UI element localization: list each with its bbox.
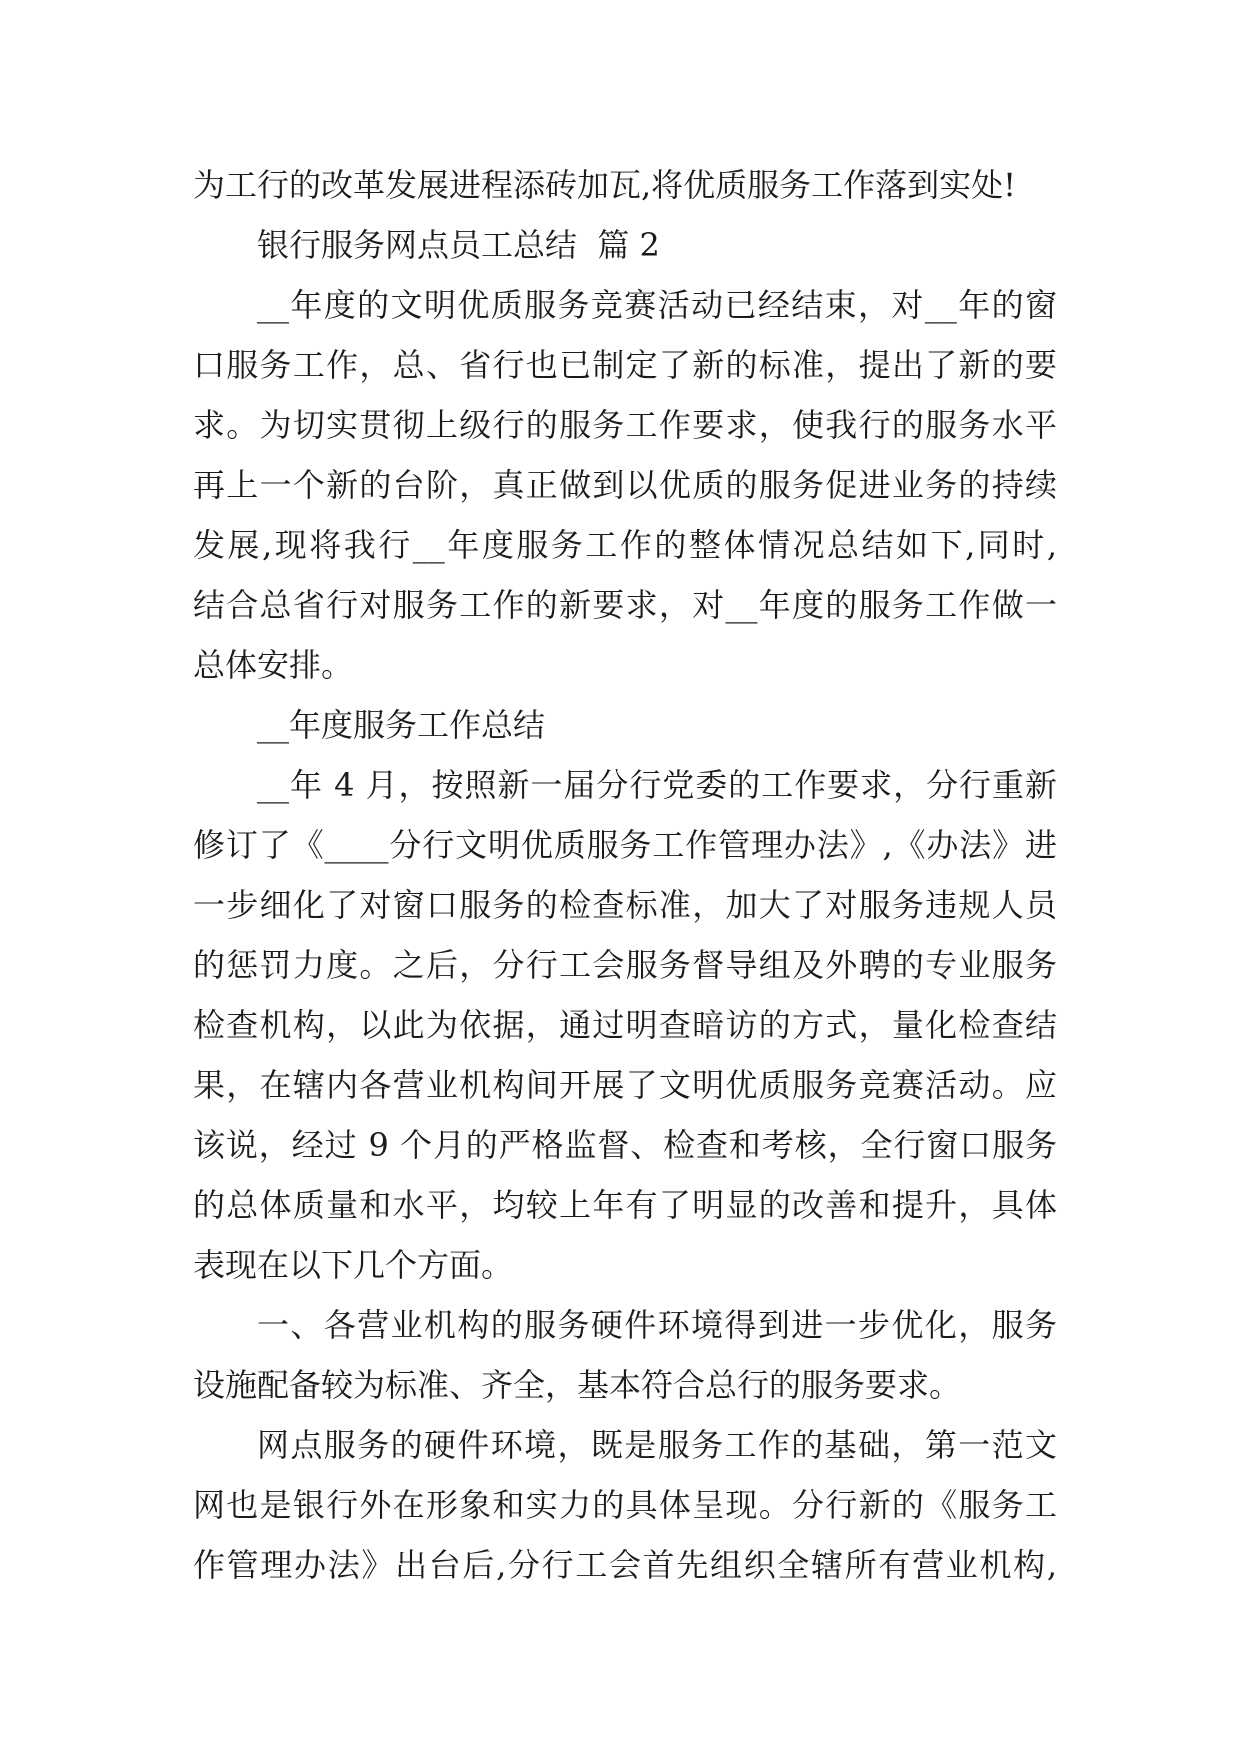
- text-line: __年度的文明优质服务竞赛活动已经结束，对__年的窗: [257, 286, 1057, 324]
- paragraph-summary: [193, 755, 1057, 1295]
- paragraph-intro: [193, 275, 1057, 695]
- text-line: 总体安排。: [193, 646, 354, 684]
- heading-text: 银行服务网点员工总结 篇 2: [257, 226, 660, 264]
- text-line: 结合总省行对服务工作的新要求，对__年度的服务工作做一: [193, 586, 1057, 624]
- text-line: 网点服务的硬件环境，既是服务工作的基础，第一范文: [257, 1426, 1057, 1464]
- text-line: 口服务工作，总、省行也已制定了新的标准，提出了新的要: [193, 346, 1057, 384]
- text-line: 修订了《____分行文明优质服务工作管理办法》,《办法》进: [193, 826, 1057, 864]
- text-line: 为工行的改革发展进程添砖加瓦,将优质服务工作落到实处!: [193, 166, 1017, 204]
- document-body: [193, 155, 1057, 1595]
- subsection-heading: [193, 695, 1057, 755]
- heading-text: __年度服务工作总结: [257, 706, 546, 744]
- text-line: 设施配备较为标准、齐全，基本符合总行的服务要求。: [193, 1366, 962, 1404]
- text-line: 的惩罚力度。之后，分行工会服务督导组及外聘的专业服务: [193, 946, 1057, 984]
- text-line: 发展,现将我行__年度服务工作的整体情况总结如下,同时,: [193, 526, 1057, 564]
- section-heading: [193, 215, 1057, 275]
- paragraph-hardware: [193, 1415, 1057, 1595]
- text-line: 再上一个新的台阶，真正做到以优质的服务促进业务的持续: [193, 466, 1057, 504]
- text-line: 作管理办法》出台后,分行工会首先组织全辖所有营业机构,: [193, 1546, 1057, 1584]
- text-line: 果，在辖内各营业机构间开展了文明优质服务竞赛活动。应: [193, 1066, 1057, 1104]
- text-line: 表现在以下几个方面。: [193, 1246, 514, 1284]
- text-line: 一步细化了对窗口服务的检查标准，加大了对服务违规人员: [193, 886, 1057, 924]
- text-line: __年 4 月，按照新一届分行党委的工作要求，分行重新: [257, 766, 1057, 804]
- text-line: 求。为切实贯彻上级行的服务工作要求，使我行的服务水平: [193, 406, 1057, 444]
- text-line: 的总体质量和水平，均较上年有了明显的改善和提升，具体: [193, 1186, 1057, 1224]
- paragraph-point-one: [193, 1295, 1057, 1415]
- paragraph-continuation: [193, 155, 1057, 215]
- text-line: 检查机构，以此为依据，通过明查暗访的方式，量化检查结: [193, 1006, 1057, 1044]
- text-line: 一、各营业机构的服务硬件环境得到进一步优化，服务: [257, 1306, 1057, 1344]
- text-line: 网也是银行外在形象和实力的具体呈现。分行新的《服务工: [193, 1486, 1057, 1524]
- text-line: 该说，经过 9 个月的严格监督、检查和考核，全行窗口服务: [193, 1126, 1057, 1164]
